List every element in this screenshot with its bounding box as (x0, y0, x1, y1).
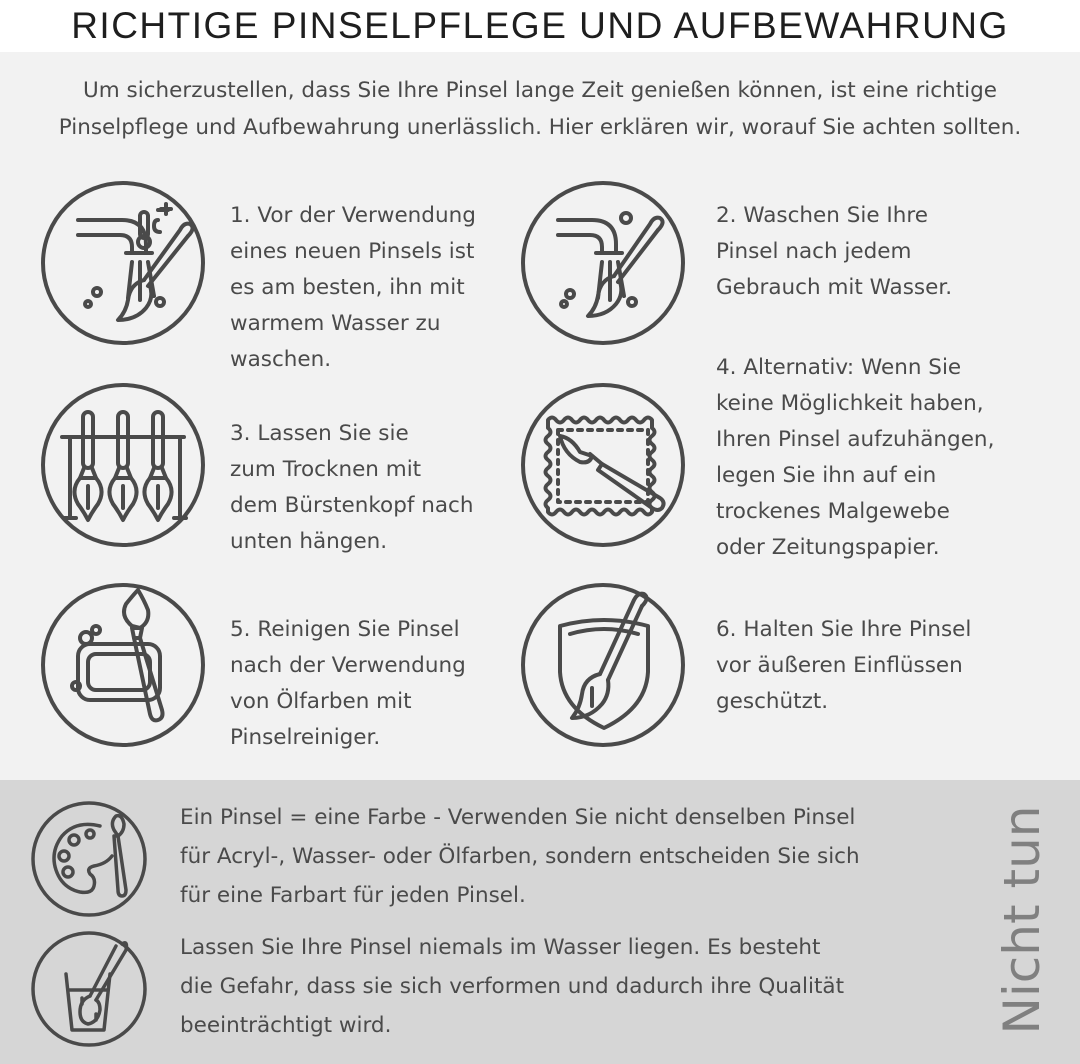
dont-2-text: Lassen Sie Ihre Pinsel niemals im Wasser liegen. Es besteht die Gefahr, dass sie sich verformen und dadurch ihre Qualität beeinträchtigt wird. (180, 935, 845, 1038)
shield-brush-icon (520, 582, 686, 748)
tip-6-text: 6. Halten Sie Ihre Pinsel vor äußeren Einflüssen geschützt. (716, 617, 972, 714)
hanging-brushes-icon (40, 382, 206, 548)
palette-brush-icon (30, 800, 148, 918)
dont-1-text: Ein Pinsel = eine Farbe - Verwenden Sie nicht denselben Pinsel für Acryl-, Wasser- oder Ölfarben, sondern entscheiden Sie sich für eine Farbart für jeden Pinsel. (180, 805, 860, 908)
dont-label: Nicht tun (993, 805, 1051, 1035)
tip-3-text: 3. Lassen Sie sie zum Trocknen mit dem Bürstenkopf nach unten hängen. (230, 421, 474, 554)
faucet-brush-icon (520, 180, 686, 346)
page-title: RICHTIGE PINSELPFLEGE UND AUFBEWAHRUNG (71, 5, 1009, 46)
brush-on-cloth-icon (520, 382, 686, 548)
intro-text: Um sicherzustellen, dass Sie Ihre Pinsel lange Zeit genießen können, ist eine richtige Pinselpflege und Aufbewahrung unerlässlich. Hier erklären wir, worauf Sie achten sollten. (58, 78, 1022, 140)
brush-in-glass-icon (30, 930, 148, 1048)
header-bar (0, 0, 1080, 52)
faucet-warm-water-brush-icon (40, 180, 206, 346)
brush-soap-icon (40, 582, 206, 748)
tip-1-text: 1. Vor der Verwendung eines neuen Pinsels ist es am besten, ihn mit warmem Wasser zu waschen. (230, 203, 476, 372)
tip-5-text: 5. Reinigen Sie Pinsel nach der Verwendung von Ölfarben mit Pinselreiniger. (230, 617, 466, 750)
tip-4-text: 4. Alternativ: Wenn Sie keine Möglichkeit haben, Ihren Pinsel aufzuhängen, legen Sie ihn auf ein trockenes Malgewebe oder Zeitungspapier. (716, 355, 995, 560)
tip-2-text: 2. Waschen Sie Ihre Pinsel nach jedem Gebrauch mit Wasser. (716, 203, 953, 300)
